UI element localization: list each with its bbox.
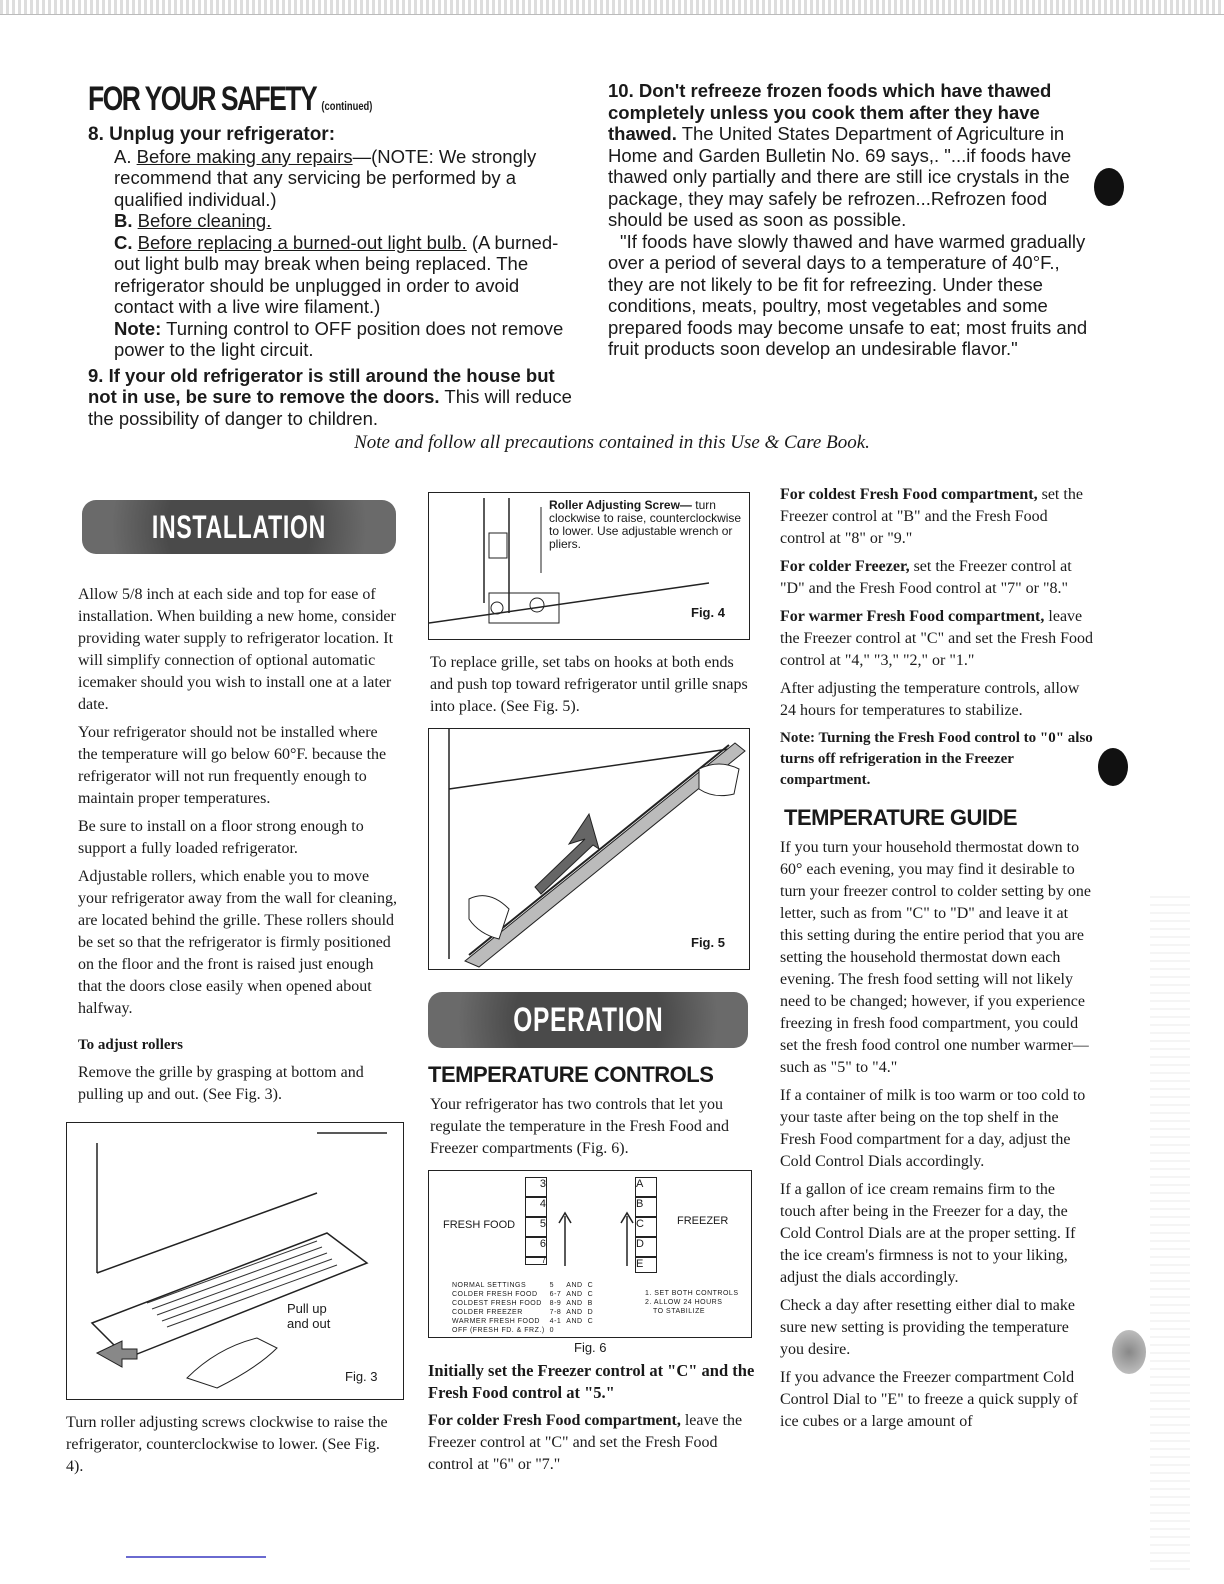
item8-a	[88, 146, 580, 211]
fig6-row	[451, 1299, 594, 1308]
fresh-dial-6: 6	[525, 1237, 547, 1257]
item9-bold: 9. If your old refrigerator is still around the house but not in use, be sure to remove the doors.	[88, 364, 555, 407]
temp-guide-heading: TEMPERATURE GUIDE	[784, 805, 1018, 830]
item8-c-rest: (A burned-out light bulb may break when being replaced. The refrigerator should be unplugged in order to avoid contact with a live wire filament.)	[114, 231, 559, 317]
fig6-row	[451, 1290, 594, 1299]
guide-p1: If you turn your household thermostat down to 60° each evening, you may find it desirable to turn your freezer control to colder setting by one letter, such as from "C" to "D" and leave it at this setting during the entire period that you are setting the household thermostat down each evening. The fresh food setting will not likely need to be changed; however, if you experience freezing in fresh food compartment, you could set the fresh food control one number warmer—such as "5" to "4."	[780, 839, 1091, 1076]
temp-controls-heading: TEMPERATURE CONTROLS	[428, 1062, 714, 1087]
item8-note-text: Turning control to OFF position does not remove power to the light circuit.	[114, 317, 564, 360]
fig6-cell: AND	[566, 1309, 583, 1316]
scan-edge-noise	[1150, 890, 1190, 1570]
fig6-cell: B	[587, 1300, 593, 1307]
fig6-cell: WARMER FRESH FOOD	[452, 1318, 540, 1325]
grille-p: To replace grille, set tabs on hooks at both ends and push top toward refrigerator until grille snaps into place. (See Fig. 5).	[430, 654, 748, 715]
coldest-bold: For coldest Fresh Food compartment,	[780, 486, 1038, 503]
fig6-cell: COLDER FRESH FOOD	[452, 1291, 538, 1298]
freezer-dial-d: D	[635, 1237, 657, 1257]
fig6-fresh-dial	[525, 1177, 547, 1265]
freezer-dial-b: B	[635, 1197, 657, 1217]
fresh-dial-5: 5	[525, 1217, 547, 1237]
colder-freezer-bold: For colder Freezer,	[780, 558, 910, 575]
fig6-row	[451, 1326, 594, 1335]
guide-p5: If you advance the Freezer compartment Cold Control Dial to "E" to freeze a quick supply of ice cubes or a large amount of	[780, 1369, 1078, 1430]
fig6-cell: 5	[549, 1282, 555, 1289]
colder-freezer-p	[780, 556, 1094, 600]
warmer-rest: leave the Freezer control at "C" and set the Fresh Food control at "4," "3," "2," or "1."	[780, 608, 1093, 669]
after-adjust-p: After adjusting the temperature controls, allow 24 hours for temperatures to stabilize.	[780, 680, 1080, 719]
safety-title-text: FOR YOUR SAFETY	[88, 80, 316, 118]
note-fresh-zero: Note: Turning the Fresh Food control to "0" also turns off refrigeration in the Freezer compartment.	[780, 730, 1093, 788]
fig6-cell: AND	[566, 1282, 583, 1289]
install-p4: Adjustable rollers, which enable you to move your refrigerator away from the wall for cleaning, are located behind the grille. These rollers should be set so that the refrigerator is firmly positioned on the floor and the front is raised just enough that the doors close easily when opened about halfway.	[78, 868, 397, 1017]
fresh-dial-7: 7	[525, 1257, 547, 1265]
fig6-cell: C	[587, 1282, 594, 1289]
item10-bold: 10. Don't refreeze frozen foods which have thawed completely unless you cook them after they have thawed.	[608, 80, 1052, 144]
fig3-label: Fig. 3	[345, 1369, 378, 1384]
temp-controls-p: Your refrigerator has two controls that let you regulate the temperature in the Fresh Food and Freezer compartments (Fig. 6).	[430, 1096, 730, 1157]
colder-fresh-p	[428, 1410, 758, 1476]
warmer-bold: For warmer Fresh Food compartment,	[780, 608, 1045, 625]
fig6-label: Fig. 6	[574, 1340, 607, 1355]
safety-left-column	[88, 124, 580, 429]
guide-p3: If a gallon of ice cream remains firm to the touch after being in the Freezer for a day, the Cold Control Dials are at the proper setting. If the ice cream's firmness is not to your liking, adjust the dials accordingly.	[780, 1181, 1076, 1286]
installation-text	[78, 584, 398, 1112]
safety-title	[88, 80, 372, 119]
fig6-row	[451, 1308, 594, 1317]
fig6-cell: COLDEST FRESH FOOD	[452, 1300, 542, 1307]
fig6-cell: 4-1	[549, 1318, 562, 1325]
guide-p4: Check a day after resetting either dial to make sure new setting is providing the temperature you desire.	[780, 1297, 1075, 1358]
fig4-callout-text: turn clockwise to raise, counterclockwise to lower. Use adjustable wrench or pliers.	[549, 498, 742, 551]
freezer-dial-a: A	[635, 1177, 657, 1197]
safety-title-suffix: (continued)	[321, 99, 373, 113]
fig6-cell	[584, 1326, 595, 1335]
scan-top-edge	[0, 0, 1224, 15]
fig4-callout	[549, 499, 745, 551]
initial-setting: Initially set the Freezer control at "C" and the Fresh Food control at "5."	[428, 1361, 755, 1402]
fig4-callout-title: Roller Adjusting Screw—	[549, 498, 692, 512]
colder-fresh-rest: leave the Freezer control at "C" and set the Fresh Food control at "6" or "7."	[428, 1412, 743, 1473]
rollers-p2: Turn roller adjusting screws clockwise to raise the refrigerator, counterclockwise to lower. (See Fig. 4).	[66, 1414, 388, 1475]
fresh-dial-3: 3	[525, 1177, 547, 1197]
item8-b	[88, 210, 580, 232]
installation-banner-text: INSTALLATION	[151, 509, 327, 545]
scan-mark	[126, 1556, 266, 1558]
fig6-cell: 0	[549, 1327, 555, 1334]
fig6-note: 1. SET BOTH CONTROLS	[645, 1290, 739, 1297]
fig6-notes	[645, 1289, 739, 1316]
fig6-note: TO STABILIZE	[653, 1308, 706, 1315]
operation-banner-text: OPERATION	[512, 1001, 664, 1039]
colder-fresh-bold: For colder Fresh Food compartment,	[428, 1412, 681, 1429]
safety-right-column	[608, 80, 1094, 360]
item8-c-underlined: Before replacing a burned-out light bulb.	[137, 231, 467, 253]
freezer-dial-e: E	[635, 1257, 657, 1273]
fig6-settings-table	[451, 1281, 594, 1335]
fig3-callout: Pull up and out	[287, 1301, 331, 1331]
fig6-cell	[565, 1326, 583, 1335]
precautions-note: Note and follow all precautions contained in this Use & Care Book.	[354, 432, 870, 453]
fig6-row	[451, 1317, 594, 1326]
fig6-cell: 6-7	[549, 1291, 562, 1298]
fig6-cell: 8-9	[549, 1300, 562, 1307]
figure-4	[428, 492, 750, 640]
coldest-rest: set the Freezer control at "B" and the Fresh Food control at "8" or "9."	[780, 486, 1083, 547]
fig5-illustration	[429, 729, 749, 969]
fig6-row	[451, 1281, 594, 1290]
fig3-illustration	[67, 1123, 403, 1399]
fig6-freezer-label: FREEZER	[677, 1215, 729, 1227]
rollers-heading: To adjust rollers	[78, 1037, 184, 1053]
install-p3: Be sure to install on a floor strong enough to support a fully loaded refrigerator.	[78, 818, 364, 857]
item8-heading: 8. Unplug your refrigerator:	[88, 124, 336, 145]
hole-punch-mark	[1094, 168, 1124, 206]
fig5-label: Fig. 5	[691, 935, 725, 950]
rollers-p: Remove the grille by grasping at bottom and pulling up and out. (See Fig. 3).	[78, 1064, 364, 1103]
fig6-arrows	[549, 1211, 639, 1271]
item9-rest: This will reduce the possibility of danger to children.	[88, 386, 572, 429]
figure-3	[66, 1122, 404, 1400]
guide-p2: If a container of milk is too warm or too cold to your taste after being on the top shelf in the Fresh Food compartment for a day, adjust the Cold Control Dials accordingly.	[780, 1087, 1086, 1170]
item8-note-label: Note:	[114, 317, 162, 339]
fig6-cell: NORMAL SETTINGS	[452, 1282, 527, 1289]
fig6-cell: 7-8	[549, 1309, 562, 1316]
installation-banner	[82, 500, 396, 554]
item8-a-label: A.	[114, 145, 132, 167]
item8-a-rest: —(NOTE: We strongly recommend that any servicing be performed by a qualified individual.)	[114, 145, 537, 210]
hole-punch-mark	[1098, 748, 1128, 786]
figure-6	[428, 1170, 752, 1338]
item8-a-underlined: Before making any repairs	[136, 145, 353, 167]
fig6-cell: AND	[566, 1291, 583, 1298]
fig6-cell: COLDER FREEZER	[452, 1309, 523, 1316]
item10-rest: The United States Department of Agriculture in Home and Garden Bulletin No. 69 says,. "...if foods have thawed only partially and there are still ice crystals in the package, they may safely be refrozen...Refrozen food should be used as soon as possible.	[608, 123, 1072, 230]
figure-5	[428, 728, 750, 970]
warmer-fresh-p	[780, 606, 1094, 672]
fresh-dial-4: 4	[525, 1197, 547, 1217]
item10-quote2: "If foods have slowly thawed and have warmed gradually over a period of several days to a temperature of 40°F., they are not likely to be fit for refreezing. Under these conditions, meats, poultry, most vegetables and some prepared foods may become unsafe to eat; most fruits and fruit products soon develop an undesirable flavor."	[608, 230, 1088, 359]
fig6-note: 2. ALLOW 24 HOURS	[645, 1299, 723, 1306]
fig4-label: Fig. 4	[691, 605, 725, 620]
install-p1: Allow 5/8 inch at each side and top for ease of installation. When building a new home, consider providing water supply to refrigerator location. It will simplify connection of optional automatic icemaker should you wish to install one at a later date.	[78, 586, 396, 713]
freezer-dial-c: C	[635, 1217, 657, 1237]
item8-note	[88, 318, 580, 361]
item8-b-underlined: Before cleaning.	[137, 210, 272, 231]
fig6-cell: C	[587, 1318, 594, 1325]
right-column	[780, 484, 1094, 1439]
operation-banner	[428, 992, 748, 1048]
fig6-fresh-food-label: FRESH FOOD	[443, 1219, 516, 1231]
item8-c	[88, 232, 580, 318]
item8-b-label: B.	[114, 210, 133, 231]
colder-freezer-rest: set the Freezer control at "D" and the Fresh Food control at "7" or "8."	[780, 558, 1072, 597]
fig6-cell: C	[587, 1291, 594, 1298]
item9	[88, 365, 580, 430]
item8-c-label: C.	[114, 231, 133, 253]
fig6-cell: D	[587, 1309, 594, 1316]
fig6-cell: OFF (FRESH FD. & FRZ.)	[452, 1327, 545, 1334]
install-p2: Your refrigerator should not be installed where the temperature will go below 60°F. because the refrigerator will not run frequently enough to maintain proper temperatures.	[78, 724, 387, 807]
fig6-cell: AND	[566, 1300, 583, 1307]
fig6-cell: AND	[566, 1318, 583, 1325]
hole-punch-mark	[1112, 1330, 1146, 1374]
item10	[608, 80, 1094, 231]
coldest-fresh-p	[780, 484, 1094, 550]
